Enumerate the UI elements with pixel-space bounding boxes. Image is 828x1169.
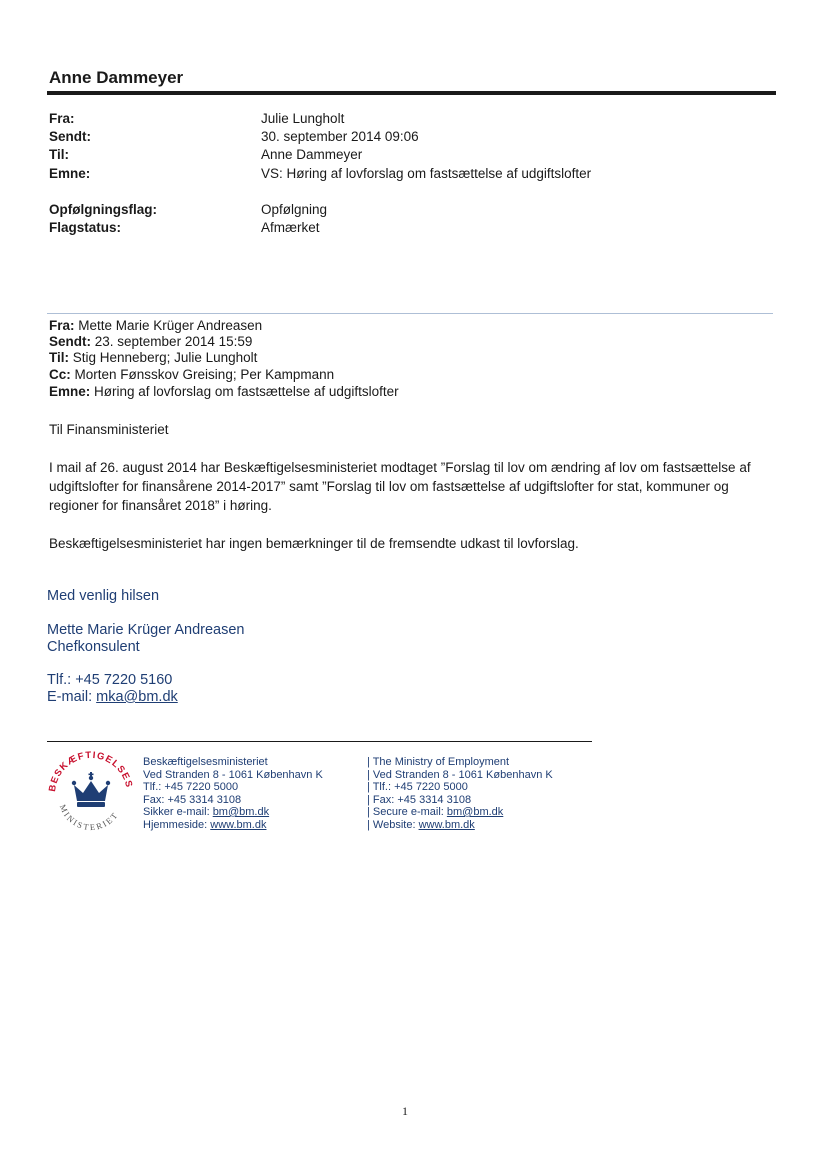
sent-value: 30. september 2014 09:06 [261, 129, 419, 144]
contact-da-web: Hjemmeside: www.bm.dk [143, 818, 267, 831]
fwd-subject: Emne: Høring af lovforslag om fastsættelse af udgiftslofter [49, 384, 399, 399]
subject-label: Emne: [49, 166, 91, 181]
forward-divider [47, 313, 773, 314]
fwd-cc: Cc: Morten Fønsskov Greising; Per Kampmann [49, 367, 335, 382]
contact-da-org: Beskæftigelsesministeriet [143, 756, 268, 768]
recipient-title: Anne Dammeyer [49, 68, 184, 87]
to-value: Anne Dammeyer [261, 147, 363, 162]
sender-email-line: E-mail: mka@bm.dk [47, 689, 178, 705]
fwd-sent: Sendt: 23. september 2014 15:59 [49, 334, 253, 349]
to-label: Til: [49, 147, 69, 162]
contact-danish [143, 756, 323, 831]
crown-icon [72, 772, 110, 807]
sent-label: Sendt: [49, 129, 91, 144]
svg-text:BESKÆFTIGELSES: BESKÆFTIGELSES [47, 749, 135, 793]
closing: Med venlig hilsen [47, 588, 160, 604]
from-value: Julie Lungholt [261, 111, 345, 126]
title-divider [47, 91, 776, 95]
followup-flag-label: Opfølgningsflag: [49, 202, 157, 217]
contact-en-web: | Website: www.bm.dk [367, 818, 475, 831]
contact-en-address: | Ved Stranden 8 - 1061 København K [367, 768, 553, 781]
flag-status-value: Afmærket [261, 220, 320, 235]
signature-divider [47, 741, 592, 742]
body-paragraph-1: I mail af 26. august 2014 har Beskæftigelsesministeriet modtaget ”Forslag til lov om ændring af lov om fastsættelse af udgiftslofter for finansårene 2014-2017” samt ”Forslag til lov om fastsættelse af udgiftslofter for stat, kommuner og regioner for finansåret 2018” i høring. [49, 460, 751, 513]
contact-da-fax: Fax: +45 3314 3108 [143, 793, 242, 806]
sender-phone: Tlf.: +45 7220 5160 [47, 672, 173, 688]
contact-da-address: Ved Stranden 8 - 1061 København K [143, 768, 323, 781]
sender-role: Chefkonsulent [47, 639, 140, 655]
contact-en-phone: | Tlf.: +45 7220 5000 [367, 781, 468, 793]
contact-en-web-link[interactable]: www.bm.dk [418, 818, 475, 831]
sender-name: Mette Marie Krüger Andreasen [47, 622, 245, 638]
fwd-from: Fra: Mette Marie Krüger Andreasen [49, 318, 263, 333]
contact-da-secure-link[interactable]: bm@bm.dk [212, 806, 270, 818]
fwd-to: Til: Stig Henneberg; Julie Lungholt [49, 350, 258, 365]
greeting: Til Finansministeriet [49, 422, 169, 437]
contact-da-web-link[interactable]: www.bm.dk [210, 818, 267, 831]
contact-en-org: | The Ministry of Employment [367, 756, 510, 768]
contact-da-secure: Sikker e-mail: bm@bm.dk [143, 806, 270, 818]
sender-email-link[interactable]: mka@bm.dk [96, 689, 178, 705]
from-label: Fra: [49, 111, 75, 126]
subject-value: VS: Høring af lovforslag om fastsættelse af udgiftslofter [261, 166, 592, 181]
flag-status-label: Flagstatus: [49, 220, 122, 235]
contact-en-fax: | Fax: +45 3314 3108 [367, 793, 472, 806]
contact-en-secure: | Secure e-mail: bm@bm.dk [367, 806, 504, 818]
contact-english [367, 756, 553, 831]
svg-text:MINISTERIET: MINISTERIET [57, 802, 121, 833]
page-number: 1 [402, 1104, 408, 1118]
contact-en-secure-link[interactable]: bm@bm.dk [446, 806, 504, 818]
ministry-logo [47, 748, 135, 836]
contact-da-phone: Tlf.: +45 7220 5000 [143, 781, 239, 793]
body-paragraph-2: Beskæftigelsesministeriet har ingen bemærkninger til de fremsendte udkast til lovforslag. [49, 536, 579, 551]
followup-flag-value: Opfølgning [261, 202, 328, 217]
